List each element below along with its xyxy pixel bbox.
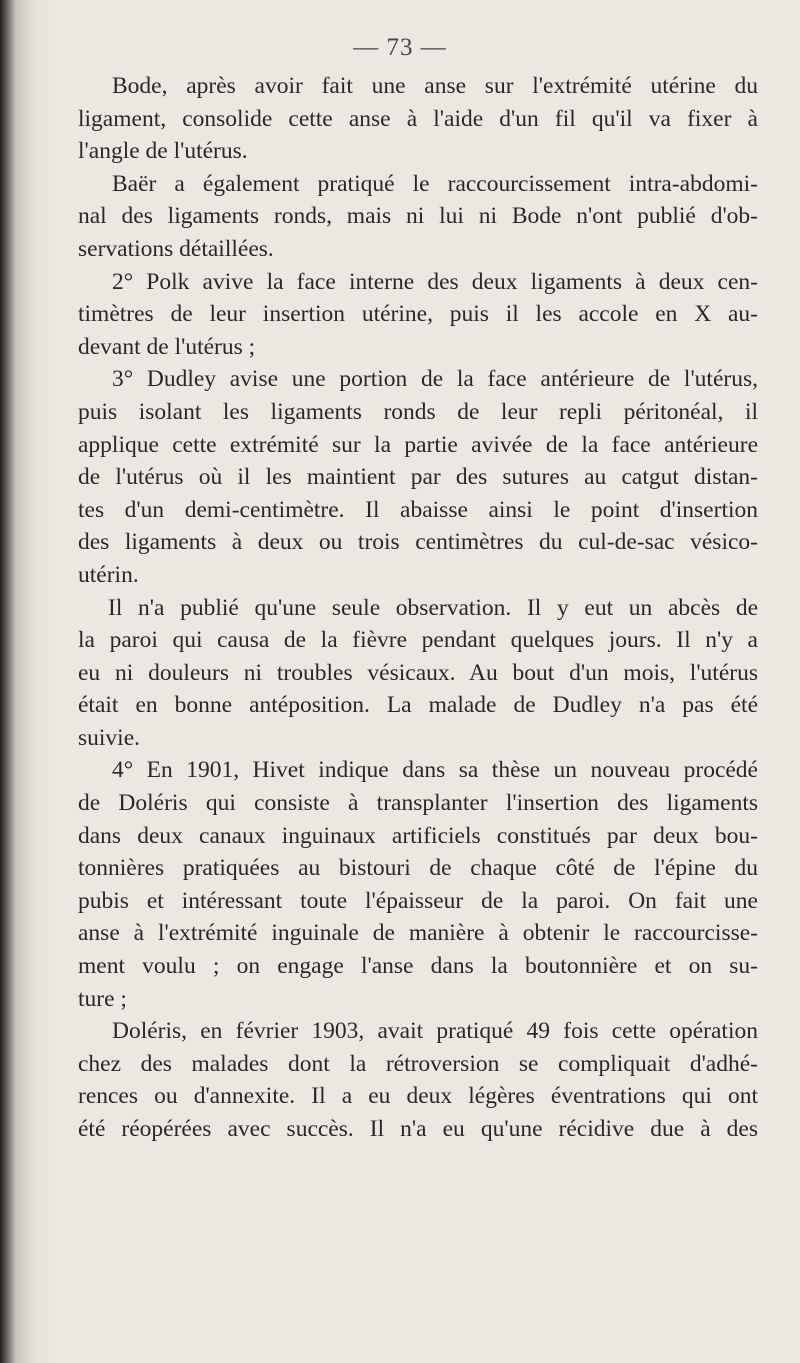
text-line: des ligaments à deux ou trois centimètres du cul-de-sac vésico- [78,529,758,556]
text-line: la paroi qui causa de la fièvre pendant quelques jours. Il n'y a [78,627,758,654]
text-line: 3° Dudley avise une portion de la face antérieure de l'utérus, [112,366,758,393]
text-line: tes d'un demi-centimètre. Il abaisse ainsi le point d'insertion [78,496,758,523]
text-line: été réopérées avec succès. Il n'a eu qu'une récidive due à des [78,1116,758,1142]
text-line: Bode, après avoir fait une anse sur l'extrémité utérine du [112,73,758,99]
text-line: ture ; [78,985,127,1012]
text-line: dans deux canaux inguinaux artificiels constitués par deux bou- [78,822,758,849]
text-line: ment voulu ; on engage l'anse dans la boutonnière et on su- [78,953,758,980]
text-line: 2° Polk avive la face interne des deux ligaments à deux cen- [112,268,758,295]
paragraph [78,266,758,364]
text-line: Il n'a publié qu'une seule observation. Il y eut un abcès de [108,594,758,621]
text-line: rences ou d'annexite. Il a eu deux légères éventrations qui ont [78,1083,758,1110]
text-line: tonnières pratiquées au bistouri de chaque côté de l'épine du [78,855,758,882]
text-line: applique cette extrémité sur la partie avivée de la face antérieure [78,431,758,458]
text-line: utérin. [78,561,139,588]
paragraph [78,592,758,755]
body-text [78,70,758,1146]
page-number: — 73 — [353,34,447,61]
paragraph [78,754,758,1015]
text-line: eu ni douleurs ni troubles vésicaux. Au bout d'un mois, l'utérus [78,659,758,686]
paragraph [78,70,758,168]
text-line: puis isolant les ligaments ronds de leur repli péritonéal, il [78,398,758,425]
paragraph [78,168,758,266]
text-line: timètres de leur insertion utérine, puis il les accole en X au- [78,301,758,328]
text-line: devant de l'utérus ; [78,333,256,360]
text-line: anse à l'extrémité inguinale de manière à obtenir le raccourcisse- [78,920,758,947]
text-line: était en bonne antéposition. La malade de Dudley n'a pas été [78,692,758,719]
text-line: servations détaillées. [78,235,274,262]
text-line: Baër a également pratiqué le raccourcissement intra-abdomi- [112,170,758,197]
text-line: 4° En 1901, Hivet indique dans sa thèse un nouveau procédé [112,757,758,784]
text-line: suivie. [78,724,141,751]
text-line: l'angle de l'utérus. [78,138,248,165]
text-line: Doléris, en février 1903, avait pratiqué 49 fois cette opération [112,1018,758,1045]
text-line: de Doléris qui consiste à transplanter l'insertion des ligaments [78,790,758,817]
paragraph [78,1015,758,1145]
text-line: pubis et intéressant toute l'épaisseur de la paroi. On fait une [78,887,758,914]
text-line: ligament, consolide cette anse à l'aide d'un fil qu'il va fixer à [78,105,758,132]
paragraph [78,363,758,591]
text-line: de l'utérus où il les maintient par des sutures au catgut distan- [78,464,758,491]
text-line: chez des malades dont la rétroversion se compliquait d'adhé- [78,1050,758,1077]
text-line: nal des ligaments ronds, mais ni lui ni Bode n'ont publié d'ob- [78,203,758,230]
